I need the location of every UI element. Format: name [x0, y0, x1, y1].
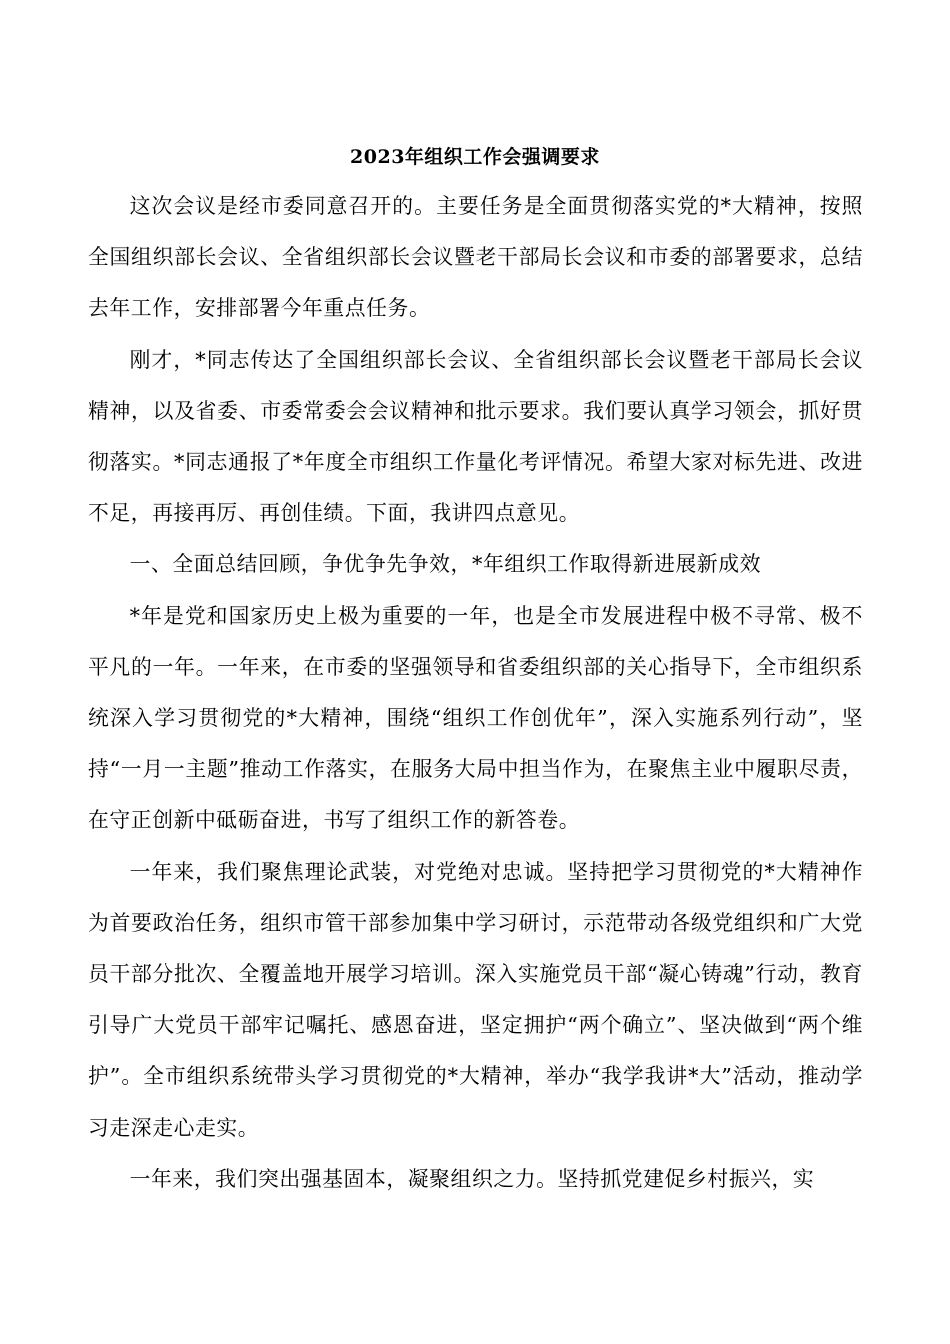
section-heading-1: 一、全面总结回顾，争优争先争效，*年组织工作取得新进展新成效 — [129, 552, 762, 577]
paragraph-5: 一年来，我们突出强基固本，凝聚组织之力。坚持抓党建促乡村振兴，实 — [129, 1166, 815, 1191]
paragraph-1: 这次会议是经市委同意召开的。主要任务是全面贯彻落实党的*大精神，按照全国组织部长会议、全省组织部长会议暨老干部局长会议和市委的部署要求，总结去年工作，安排部署今年重点任务。 — [88, 194, 863, 321]
document-title: 2023年组织工作会强调要求 — [350, 146, 600, 168]
document-body — [88, 181, 863, 1205]
paragraph-3: *年是党和国家历史上极为重要的一年，也是全市发展进程中极不寻常、极不平凡的一年。一年来，在市委的坚强领导和省委组织部的关心指导下，全市组织系统深入学习贯彻党的*大精神，围绕“组织工作创优年”，深入实施系列行动”，坚持“一月一主题”推动工作落实，在服务大局中担当作为，在聚焦主业中履职尽责，在守正创新中砥砺奋进，书写了组织工作的新答卷。 — [88, 603, 863, 833]
paragraph-4: 一年来，我们聚焦理论武装，对党绝对忠诚。坚持把学习贯彻党的*大精神作为首要政治任务，组织市管干部参加集中学习研讨，示范带动各级党组织和广大党员干部分批次、全覆盖地开展学习培训。深入实施党员干部“凝心铸魂”行动，教育引导广大党员干部牢记嘱托、感恩奋进，坚定拥护“两个确立”、坚决做到“两个维护”。全市组织系统带头学习贯彻党的*大精神，举办“我学我讲*大”活动，推动学习走深走心走实。 — [88, 859, 863, 1140]
paragraph-2: 刚才，*同志传达了全国组织部长会议、全省组织部长会议暨老干部局长会议精神，以及省委、市委常委会会议精神和批示要求。我们要认真学习领会，抓好贯彻落实。*同志通报了*年度全市组织工作量化考评情况。希望大家对标先进、改进不足，再接再厉、再创佳绩。下面，我讲四点意见。 — [88, 347, 863, 526]
